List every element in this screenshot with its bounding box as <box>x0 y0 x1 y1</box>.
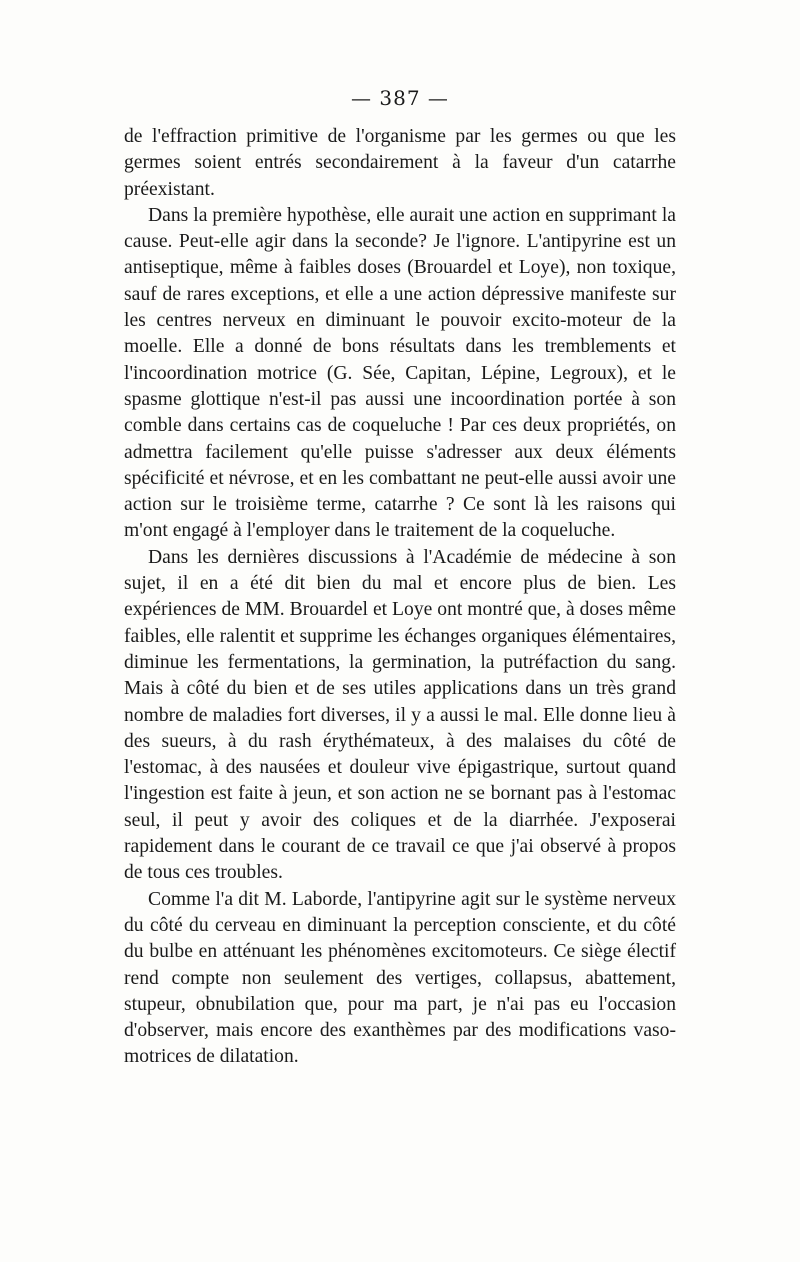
paragraph-2: Dans la première hypothèse, elle aurait une action en supprimant la cause. Peut-elle agir dans la seconde? Je l'ignore. L'antipyrine est un antiseptique, même à faibles doses (Brouardel et Loye), non toxique, sauf de rares exceptions, et elle a une action dépressive manifeste sur les centres nerveux en diminuant le pouvoir excito-moteur de la moelle. Elle a donné de bons résultats dans les tremblements et l'incoordination motrice (G. Sée, Capitan, Lépine, Legroux), et le spasme glottique n'est-il pas aussi une incoordination portée à son comble dans certains cas de coqueluche ! Par ces deux propriétés, on admettra facilement qu'elle puisse s'adresser aux deux éléments spécificité et névrose, et en les combattant ne peut-elle aussi avoir une action sur le troisième terme, catarrhe ? Ce sont là les raisons qui m'ont engagé à l'employer dans le traitement de la coqueluche. <box>124 204 676 542</box>
paragraph-3: Dans les dernières discussions à l'Académie de médecine à son sujet, il en a été dit bien du mal et encore plus de bien. Les expériences de MM. Brouardel et Loye ont montré que, à doses même faibles, elle ralentit et supprime les échanges organiques élémentaires, diminue les fermentations, la germination, la putréfaction du sang. Mais à côté du bien et de ses utiles applications dans un très grand nombre de maladies fort diverses, il y a aussi le mal. Elle donne lieu à des sueurs, à du rash érythémateux, à des malaises du côté de l'estomac, à des nausées et douleur vive épigastrique, surtout quand l'ingestion est faite à jeun, et son action ne se bornant pas à l'estomac seul, il peut y avoir des coliques et de la diarrhée. J'exposerai rapidement dans le courant de ce travail ce que j'ai observé à propos de tous ces troubles. <box>124 546 676 884</box>
paragraph-1: de l'effraction primitive de l'organisme par les germes ou que les germes soient entrés secondairement à la faveur d'un catarrhe préexistant. <box>124 126 676 200</box>
page-number: — 387 — <box>351 86 449 110</box>
body-text <box>124 124 676 1071</box>
paragraph-4: Comme l'a dit M. Laborde, l'antipyrine agit sur le système nerveux du côté du cerveau en diminuant la perception consciente, et du côté du bulbe en atténuant les phénomènes excitomoteurs. Ce siège électif rend compte non seulement des vertiges, collapsus, abattement, stupeur, obnubilation que, pour ma part, je n'ai pas eu l'occasion d'observer, mais encore des exanthèmes par des modifications vaso-motrices de dilatation. <box>124 888 676 1068</box>
